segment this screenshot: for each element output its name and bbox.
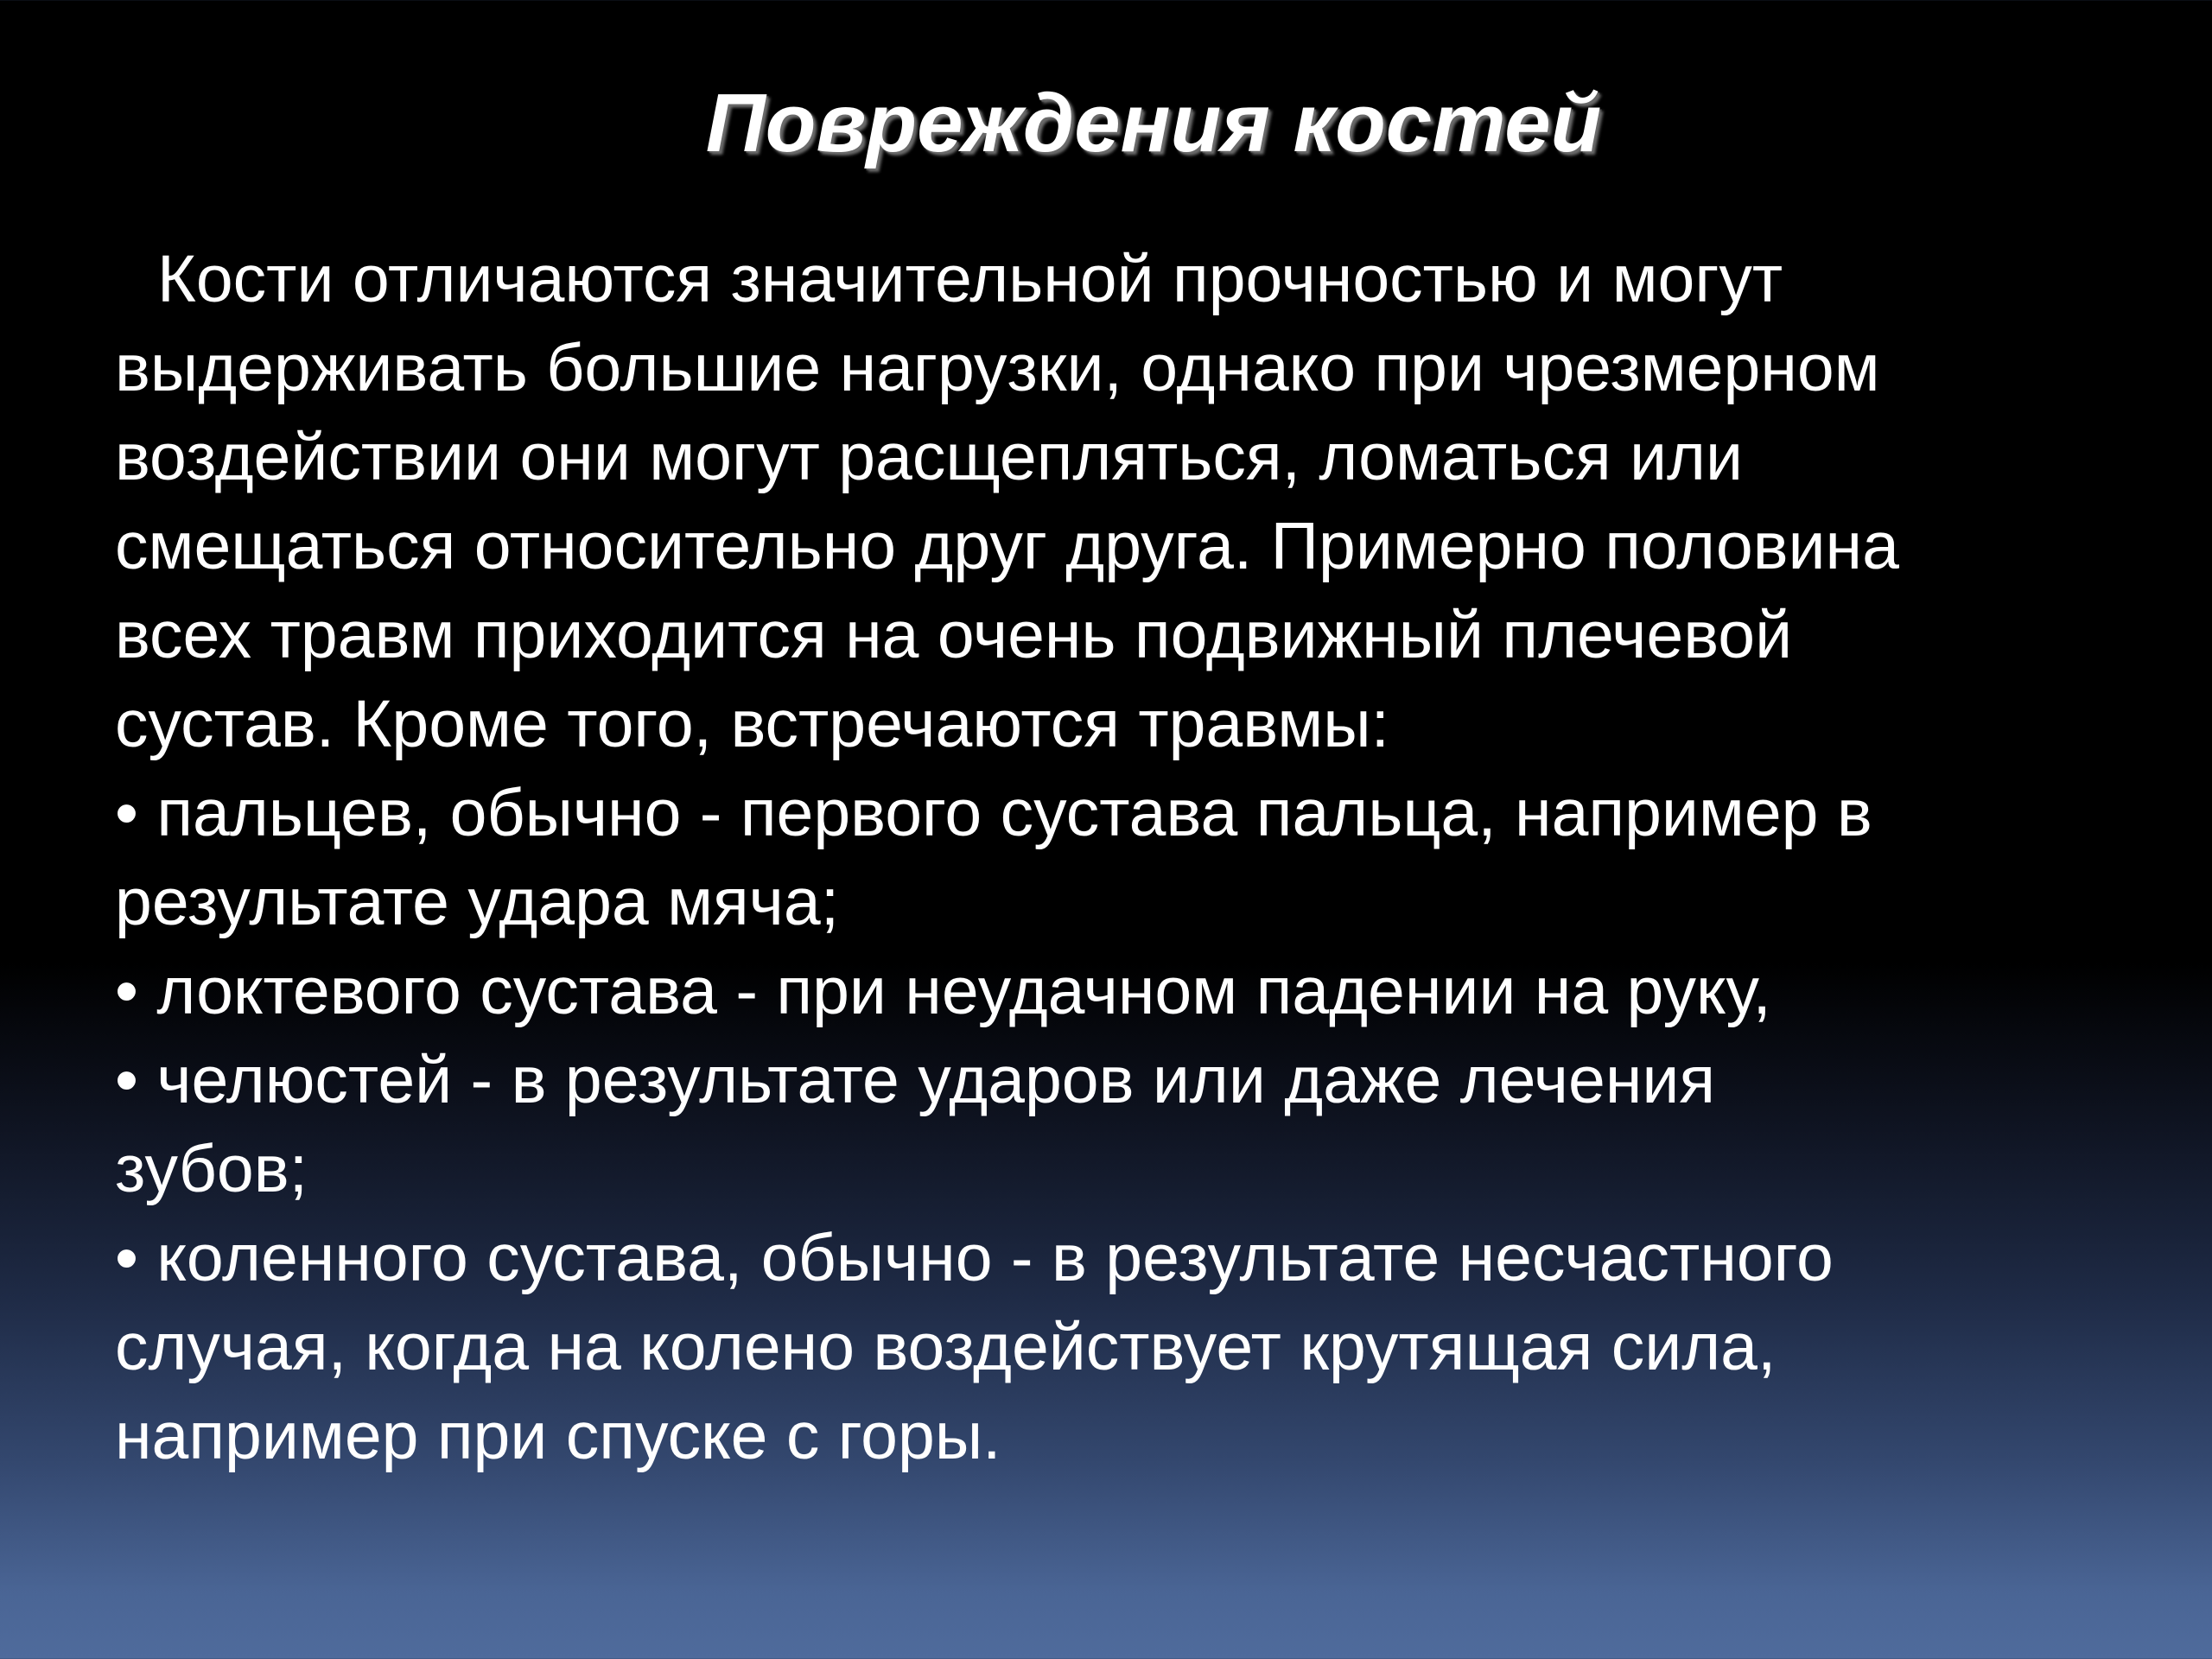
paragraph-line: Кости отличаются значительной прочностью и могут <box>157 242 1783 316</box>
bullet-continuation-line: результате удара мяча; <box>115 865 840 939</box>
bullet-continuation-line: случая, когда на колено воздействует крутящая сила, <box>115 1310 1777 1384</box>
paragraph-line: выдерживать большие нагрузки, однако при чрезмерном <box>115 331 1880 405</box>
bullet-line: • пальцев, обычно - первого сустава пальца, например в <box>115 776 1872 850</box>
bullet-line: • коленного сустава, обычно - в результате несчастного <box>115 1221 1834 1295</box>
bullet-line: • челюстей - в результате ударов или даже лечения <box>115 1043 1716 1117</box>
paragraph-line: воздействии они могут расщепляться, ломаться или <box>115 420 1743 494</box>
bullet-line: • локтевого сустава - при неудачном падении на руку, <box>115 954 1771 1028</box>
slide-title: Повреждения костей <box>705 77 1602 169</box>
paragraph-line: смещаться относительно друг друга. Примерно половина <box>115 509 1899 583</box>
paragraph-line: всех травм приходится на очень подвижный плечевой <box>115 598 1793 672</box>
bullet-continuation-line: зубов; <box>115 1132 308 1206</box>
bullet-continuation-line: например при спуске с горы. <box>115 1399 1001 1473</box>
slide-body-text <box>115 235 2120 1481</box>
paragraph-line: сустав. Кроме того, встречаются травмы: <box>115 687 1389 761</box>
